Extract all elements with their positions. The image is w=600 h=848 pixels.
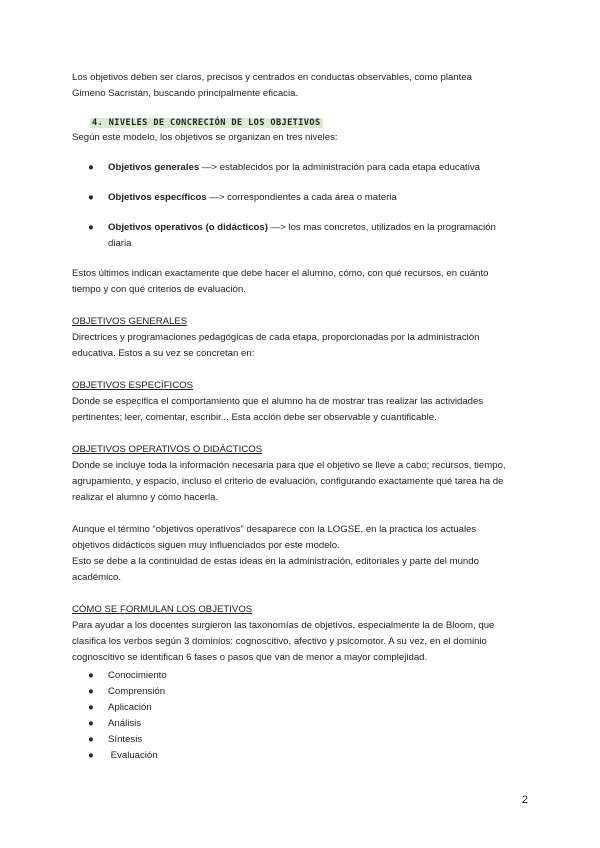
paragraph-line: cognoscitivo se identifican 6 fases o pasos que van de menor a mayor complejidad. [72, 652, 428, 663]
paragraph-line: Donde se incluye toda la información necesaria para que el objetivo se lleve a cabo; recursos, tiempo, [72, 460, 506, 471]
section-closing: tiempo y con qué criterios de evaluación. [72, 284, 246, 295]
level-desc: —> correspondientes a cada área o materia [206, 192, 397, 203]
list-item [72, 220, 532, 252]
paragraph-line: Donde se especifica el comportamiento que el alumno ha de mostrar tras realizar las actividades [72, 396, 484, 407]
bullet-icon: ● [88, 750, 94, 761]
list-item [72, 160, 532, 176]
intro-line: Los objetivos deben ser claros, precisos y centrados en conductas observables, como plantea [72, 72, 472, 83]
subheading-especificos: OBJETIVOS ESPECÍFICOS [72, 380, 194, 391]
paragraph-line: Directrices y programaciones pedagógicas de cada etapa, proporcionadas por la administración [72, 332, 480, 343]
document-page [72, 70, 532, 764]
taxonomy-item: Evaluación [108, 750, 158, 761]
paragraph-line: educativa. Estos a su vez se concretan en: [72, 348, 255, 359]
section-lead: Según este modelo, los objetivos se organizan en tres niveles: [72, 132, 338, 143]
paragraph-line: Para ayudar a los docentes surgieron las taxonomías de objetivos, especialmente la de Bloom, que [72, 620, 495, 631]
bullet-icon: ● [88, 702, 94, 713]
paragraph-line: Esto se debe a la continuidad de estas ideas en la administración, editoriales y parte del mundo [72, 556, 479, 567]
taxonomy-item: Análisis [108, 718, 142, 729]
list-item [72, 748, 532, 764]
list-item [72, 668, 532, 684]
paragraph-line: académico. [72, 572, 122, 583]
subheading-formulan: CÓMO SE FORMULAN LOS OBJETIVOS [72, 604, 253, 615]
paragraph-line: pertinentes; leer, comentar, escribir... Esta acción debe ser observable y cuantificable. [72, 412, 437, 423]
list-item [72, 732, 532, 748]
taxonomy-item: Conocimiento [108, 670, 167, 681]
section-closing: Estos últimos indican exactamente que debe hacer el alumno, cómo, con qué recursos, en cuánto [72, 268, 489, 279]
taxonomy-item: Síntesis [108, 734, 143, 745]
list-item [72, 700, 532, 716]
intro-line: Gimeno Sacristán, buscando principalmente eficacia. [72, 88, 299, 99]
section-heading [90, 116, 532, 130]
section-heading-text: 4. NIVELES DE CONCRECIÓN DE LOS OBJETIVOS [92, 118, 321, 128]
bullet-icon: ● [88, 718, 94, 729]
level-term: Objetivos específicos [108, 192, 207, 203]
level-desc: —> establecidos por la administración para cada etapa educativa [199, 162, 480, 173]
list-item [72, 190, 532, 206]
paragraph-line: clasifica los verbos según 3 dominios: cognoscitivo, afectivo y psicomotor. A su vez, en el dominio [72, 636, 487, 647]
taxonomy-item: Aplicación [108, 702, 152, 713]
bullet-icon: ● [88, 222, 94, 233]
subheading-generales: OBJETIVOS GENERALES [72, 316, 188, 327]
bullet-icon: ● [88, 162, 94, 173]
subheading-operativos: OBJETIVOS OPERATIVOS O DIDÁCTICOS [72, 444, 263, 455]
bullet-icon: ● [88, 686, 94, 697]
level-term: Objetivos generales [108, 162, 200, 173]
levels-list [72, 160, 532, 252]
level-term: Objetivos operativos (o didácticos) [108, 222, 268, 233]
paragraph-line: realizar el alumno y cómo hacerla. [72, 492, 219, 503]
bullet-icon: ● [88, 670, 94, 681]
level-desc-cont: diaria [108, 238, 132, 249]
list-item [72, 684, 532, 700]
bullet-icon: ● [88, 734, 94, 745]
paragraph-line: objetivos didácticos siguen muy influenciados por este modelo. [72, 540, 340, 551]
paragraph-line: agrupamiento, y espacio, incluso el criterio de evaluación, configurando exactamente qué tarea ha de [72, 476, 504, 487]
taxonomy-item: Comprensión [108, 686, 166, 697]
level-desc: —> los mas concretos, utilizados en la programación [267, 222, 496, 233]
page-number: 2 [521, 794, 528, 806]
list-item [72, 716, 532, 732]
taxonomy-list [72, 668, 532, 764]
paragraph-line: Aunque el término “objetivos operativos” desaparece con la LOGSE, en la practica los actuales [72, 524, 477, 535]
bullet-icon: ● [88, 192, 94, 203]
